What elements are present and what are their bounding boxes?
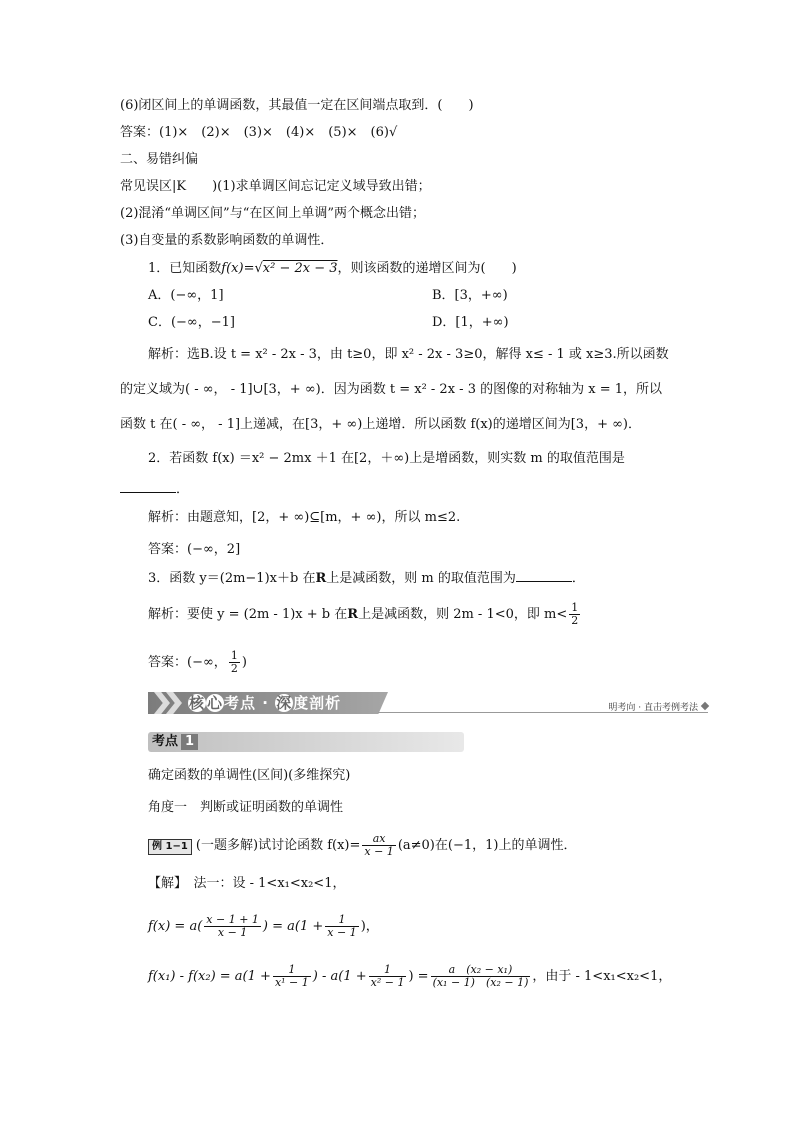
fraction-one-half: $\frac{1}{2}$ xyxy=(571,601,579,627)
problem-2-line-2 xyxy=(120,478,189,500)
answer-blank xyxy=(120,478,176,493)
fraction-one-half: $\frac{1}{2}$ xyxy=(230,649,238,675)
common-errors-prefix: 常见误区|K xyxy=(120,179,187,194)
section-banner xyxy=(148,688,708,718)
example-text: (一题多解)试讨论函数 f(x)= xyxy=(195,838,361,853)
problem-2-end: ． xyxy=(176,482,190,497)
kaodian-number: 1 xyxy=(181,734,198,750)
solution-1-line-3: 函数 t 在( - ∞， - 1]上递减，在[3，+ ∞)上递增．所以函数 f(x)的递增区间为[3，+ ∞)． xyxy=(120,417,642,432)
problem-1-text: 1．已知函数 xyxy=(148,261,222,276)
common-errors-1 xyxy=(120,177,431,197)
problem-3-question: 上是减函数，则 m 的取值范围为 xyxy=(326,571,516,586)
fraction: $\frac{1}{x - 1}$ xyxy=(327,913,357,939)
answer-2: 答案：(−∞，2] xyxy=(148,542,241,557)
problem-3 xyxy=(148,567,585,589)
common-errors-2: (2)混淆“单调区间”与“在区间上单调”两个概念出错； xyxy=(120,206,425,221)
function-rewrite: f(x) = a( $\frac{x - 1 + 1}{x - 1}$ ) = a(1 + $\frac{1}{x - 1}$ )， xyxy=(148,913,379,939)
fraction: $\frac{\text{a (x₂ − x₁)}}{\text{(x₁ − 1) (x₂ − 1)}}$ xyxy=(432,963,529,989)
answer-3-label: 答案： xyxy=(148,655,188,670)
banner-subtitle: 明考向 · 直击考例考法 xyxy=(608,703,698,713)
example-1-1 xyxy=(148,833,576,858)
kaodian-bar xyxy=(148,732,464,752)
solution-1-line-2: 的定义域为( - ∞， - 1]∪[3，+ ∞)．因为函数 t = x² - 2x - 3 的图像的对称轴为 x = 1，所以 xyxy=(120,382,662,397)
solution-1-line-1: 解析：选B.设 t = x² - 2x - 3，由 t≥0，即 x² - 2x - 3≥0，解得 x≤ - 1 或 x≥3.所以函数 xyxy=(148,347,669,362)
problem-1-radicand: x² − 2x − 3 xyxy=(262,261,338,276)
answer-3-interval: (−∞， xyxy=(187,655,227,670)
example-question: (a≠0)在(−1，1)上的单调性． xyxy=(397,838,577,853)
answers-line: 答案：(1)× (2)× (3)× (4)× (5)× (6)√ xyxy=(120,125,398,140)
problem-1-stem: 1．已知函数f(x)=√x² − 2x − 3，则该函数的递增区间为( ) xyxy=(148,261,517,276)
topic-heading: 确定函数的单调性(区间)(多维探究) xyxy=(148,768,351,783)
kaodian-label: 考点 1 xyxy=(152,734,198,750)
fraction: $\frac{x - 1 + 1}{x - 1}$ xyxy=(206,913,259,939)
solution-3 xyxy=(148,602,582,627)
question-6: (6)闭区间上的单调函数，其最值一定在区间端点取到．( ) xyxy=(120,98,474,113)
problem-1-function: f(x)= xyxy=(221,261,255,276)
difference-expression: f(x₁) - f(x₂) = a(1 + $\frac{1}{\text{x¹ − 1}}$ ) - a(1 + $\frac{1}{\text{x² − 1}}$ ) = $\frac{\text{a (x₂ − x₁)}}{\text{(x₁ − 1) (x₂ − 1)}}$ ，由于 - 1<x₁<x₂<1， xyxy=(148,963,672,989)
example-badge: 例 1−1 xyxy=(148,839,192,855)
answer-3: 答案：(−∞， $\frac{1}{2}$ ) xyxy=(148,649,247,675)
fraction: $\frac{1}{\text{x¹ − 1}}$ xyxy=(274,963,309,989)
common-errors-text: )(1)求单调区间忘记定义域导致出错； xyxy=(212,179,431,194)
solution-heading: 【解】 法一：设 - 1<x₁<x₂<1， xyxy=(148,876,346,891)
option-c: C．(−∞，−1] xyxy=(148,315,235,330)
banner-title: 核 心考点 · 深度剖析 xyxy=(188,694,342,712)
section-heading-errors: 二、易错纠偏 xyxy=(120,152,199,167)
option-d: D．[1，+∞) xyxy=(432,315,509,330)
option-b: B．[3，+∞) xyxy=(432,288,508,303)
fraction-ax-over-x-1: $\frac{ax}{x - 1}$ xyxy=(364,832,394,858)
problem-3-text: 3．函数 y＝(2m−1)x＋b 在 xyxy=(148,571,316,586)
solution-2: 解析：由题意知，[2，+ ∞)⊆[m，+ ∞)，所以 m≤2. xyxy=(148,510,461,525)
option-a: A．(−∞，1] xyxy=(148,288,224,303)
solution-3-text: 解析：要使 y = (2m - 1)x + b 在 xyxy=(148,607,348,622)
solution-3-condition: 上是减函数，则 2m - 1<0，即 m< xyxy=(358,607,568,622)
solution-3-real-set: R xyxy=(347,607,359,622)
common-errors-3: (3)自变量的系数影响函数的单调性． xyxy=(120,233,334,248)
fraction: $\frac{1}{\text{x² − 1}}$ xyxy=(370,963,405,989)
angle-heading: 角度一 判断或证明函数的单调性 xyxy=(148,800,344,815)
problem-3-end: ． xyxy=(571,571,585,586)
answer-blank xyxy=(516,567,572,582)
problem-3-real-set: R xyxy=(315,571,327,586)
problem-1-question: ，则该函数的递增区间为( ) xyxy=(337,261,517,276)
diamond-icon xyxy=(701,702,709,710)
problem-2-line-1: 2．若函数 f(x) ＝x² − 2mx ＋1 在[2，＋∞)上是增函数，则实数 m 的取值范围是 xyxy=(148,451,625,466)
